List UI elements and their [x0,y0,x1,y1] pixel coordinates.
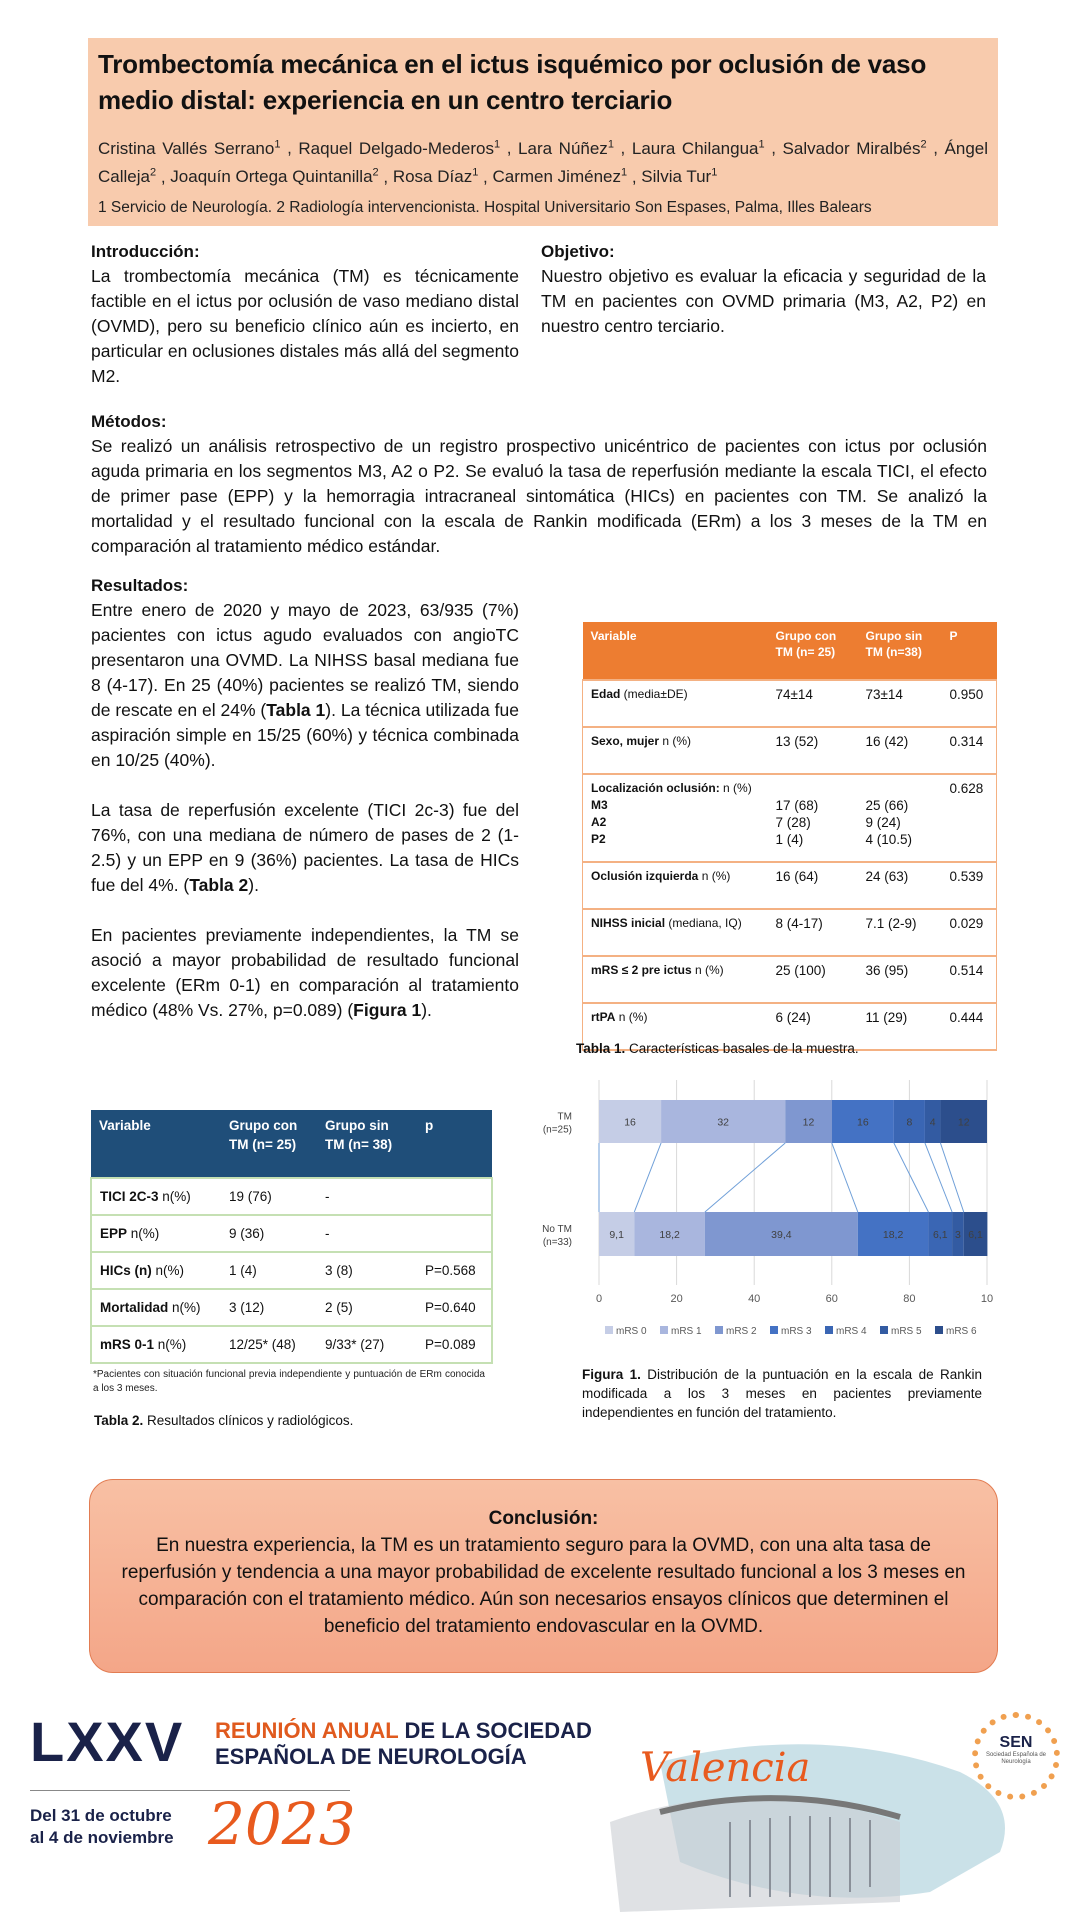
column-header: P [942,622,997,680]
svg-text:mRS 2: mRS 2 [726,1326,757,1337]
svg-text:12: 12 [957,1116,970,1129]
author: Laura Chilangua$^1$ [631,138,765,158]
column-header: p [417,1110,492,1178]
tabla-1-caracteristicas-basales [582,622,997,1051]
valencia-building-illustration [600,1712,1020,1920]
svg-text:40: 40 [748,1293,761,1305]
introduccion-text: La trombectomía mecánica (TM) es técnicamente factible en el ictus por oclusión de vaso mediano distal (OVMD), pero su beneficio clínico aún es incierto, en particular en oclusiones distales más allá del segmento M2. [91,266,520,386]
svg-text:12: 12 [802,1116,815,1129]
svg-text:mRS 3: mRS 3 [781,1326,812,1337]
svg-text:18,2: 18,2 [659,1229,680,1241]
svg-text:6,1: 6,1 [968,1229,983,1241]
author: Ángel Calleja$^2$ [98,138,989,187]
conclusion-box [89,1479,998,1673]
column-header: Variable [91,1110,221,1178]
table-row: HICs (n) n(%) 1 (4) 3 (8) P=0.568 [91,1252,492,1289]
svg-text:No TM: No TM [542,1224,572,1235]
column-header: Grupo sin TM (n= 38) [317,1110,417,1178]
section-introduccion [91,240,519,389]
tabla-2-resultados [90,1110,493,1364]
svg-text:mRS 1: mRS 1 [671,1326,702,1337]
congress-year: 2023 [208,1790,356,1858]
congress-dates: Del 31 de octubre al 4 de noviembre [30,1806,174,1847]
svg-text:0: 0 [595,1293,603,1305]
svg-text:mRS 4: mRS 4 [836,1326,867,1337]
table-row: mRS ≤ 2 pre ictus n (%) 25 (100) 36 (95) 0.514 [583,956,997,1003]
svg-text:8: 8 [906,1116,913,1129]
column-header: Variable [583,622,768,680]
table-row: Edad (media±DE) 74±14 73±14 0.950 [583,680,997,727]
table-row: rtPA n (%) 6 (24) 11 (29) 0.444 [583,1003,997,1050]
congress-city: Valencia [640,1745,811,1791]
author: Cristina Vallés Serrano$^1$ [98,138,281,158]
conclusion-text: En nuestra experiencia, la TM es un tratamiento seguro para la OVMD, con una alta tasa de reperfusión y tendencia a una mayor probabilidad de excelente resultado funcional a los 3 meses en comparación con el tratamiento médico. Aún son necesarios ensayos clínicos que determinen el beneficio del tratamiento endovascular en la OVMD. [121,1535,966,1637]
section-resultados [91,574,519,1023]
svg-text:mRS 5: mRS 5 [891,1326,922,1337]
sen-logo: SEN Sociedad Española de Neurología [972,1712,1060,1800]
svg-text:9,1: 9,1 [609,1229,624,1241]
table-row: Sexo, mujer n (%) 13 (52) 16 (42) 0.314 [583,727,997,774]
svg-text:80: 80 [903,1293,916,1305]
resultados-paragraph-1: Entre enero de 2020 y mayo de 2023, 63/935 (7%) pacientes con ictus agudo evaluados con angioTC presentaron una OVMD. La NIHSS basal mediana fue 8 (4-17). En 25 (40%) pacientes se realizó TM, siendo de rescate en el 24% (Tabla 1). La técnica utilizada fue aspiración simple en 15/25 (60%) y técnica combinada en 10/25 (40%). [91,600,519,770]
author: Rosa Díaz$^1$ [392,166,479,187]
author: Salvador Miralbés$^2$ [782,138,927,158]
table-row: NIHSS inicial (mediana, IQ) 8 (4-17) 7.1 (2-9) 0.029 [583,909,997,956]
tabla-1-caption: Tabla 1. Características basales de la muestra. [576,1041,859,1056]
author: Joaquín Ortega Quintanilla$^2$ [170,166,379,187]
table-row: TICI 2C-3 n(%) 19 (76) - [91,1178,492,1215]
author: Lara Núñez$^1$ [518,138,614,158]
column-header: Grupo con TM (n= 25) [221,1110,317,1178]
svg-text:3: 3 [954,1229,961,1241]
objetivo-heading: Objetivo: [541,242,615,261]
table-row: Oclusión izquierda n (%) 16 (64) 24 (63) 0.539 [583,862,997,909]
table-row: EPP n(%) 9 (36) - [91,1215,492,1252]
svg-text:mRS 6: mRS 6 [946,1326,977,1337]
tabla-2-footnote: *Pacientes con situación funcional previa independiente y puntuación de ERm conocida a los 3 meses. [93,1369,485,1394]
author: Carmen Jiménez$^1$ [492,166,628,187]
metodos-heading: Métodos: [91,412,167,431]
affiliations: 1 Servicio de Neurología. 2 Radiología intervencionista. Hospital Universitario Son Espases, Palma, Illes Balears [98,199,872,217]
author-list: Cristina Vallés Serrano$^1$ , Raquel Delgado-Mederos$^1$ , Lara Núñez$^1$ , Laura Chilangua$^1$ , Salvador Miralbés$^2$ , Ángel Calleja$^2$ , Joaquín Ortega Quintanilla$^2$ , Rosa Díaz$^1$ , Carmen Jiménez$^1$ , Silvia Tur$^1$ [98,138,989,187]
column-header: Grupo sin TM (n=38) [858,622,942,680]
metodos-text: Se realizó un análisis retrospectivo de un registro prospectivo unicéntrico de pacientes con ictus por oclusión aguda primaria en los segmentos M3, A2 o P2. Se evaluó la tasa de reperfusión mediante la escala TICI, el efecto de primer pase (EPP) y la hemorragia intracraneal sintomática (HICs) en pacientes con TM. Se analizó la mortalidad y el resultado funcional con la escala de Rankin modificada (ERm) a los 3 meses de la TM en comparación al tratamiento médico estándar. [91,436,987,556]
resultados-paragraph-3: En pacientes previamente independientes, la TM se asoció a mayor probabilidad de resultado funcional excelente (ERm 0-1) en comparación al tratamiento médico (48% Vs. 27%, p=0.089) (Figura 1). [91,925,519,1020]
section-objetivo [541,240,986,339]
author: Silvia Tur$^1$ [641,166,718,187]
svg-text:(n=25): (n=25) [542,1124,572,1136]
svg-text:18,2: 18,2 [882,1229,904,1241]
svg-text:16: 16 [856,1116,869,1129]
tabla-2-caption: Tabla 2. Resultados clínicos y radiológicos. [94,1413,354,1428]
resultados-heading: Resultados: [91,576,189,595]
table-header-row [583,622,997,680]
congress-name: REUNIÓN ANUAL DE LA SOCIEDAD ESPAÑOLA DE NEUROLOGÍA [215,1718,592,1769]
figura-1-stacked-bar-chart [530,1080,1000,1350]
svg-text:39,4: 39,4 [771,1229,792,1241]
table-header-row [91,1110,492,1178]
poster-title: Trombectomía mecánica en el ictus isquémico por oclusión de vaso medio distal: experiencia en un centro terciario [98,49,927,115]
svg-text:6,1: 6,1 [932,1229,948,1241]
svg-text:32: 32 [717,1116,730,1129]
svg-text:60: 60 [825,1293,838,1305]
table-row: Mortalidad n(%) 3 (12) 2 (5) P=0.640 [91,1289,492,1326]
section-metodos [91,410,987,559]
svg-text:(n=33): (n=33) [542,1237,572,1248]
author: Raquel Delgado-Mederos$^1$ [298,138,501,158]
congress-edition: LXXV [30,1710,185,1773]
column-header: Grupo con TM (n= 25) [768,622,858,680]
svg-text:mRS 0: mRS 0 [616,1326,647,1337]
table-row: Localización oclusión: n (%) M3 A2 P2 17 (68) 7 (28) 1 (4) 25 (66) 9 (24) 4 (10.5) 0.628 [583,774,997,862]
svg-text:TM: TM [557,1111,572,1123]
figura-1-caption: Figura 1. Distribución de la puntuación en la escala de Rankin modificada a los 3 meses en pacientes previamente independientes en función del tratamiento. [582,1367,982,1420]
svg-text:4: 4 [929,1116,936,1129]
introduccion-heading: Introducción: [91,242,200,261]
svg-text:20: 20 [670,1293,683,1305]
svg-text:16: 16 [624,1116,636,1129]
conclusion-heading: Conclusión: [488,1508,599,1529]
resultados-paragraph-2: La tasa de reperfusión excelente (TICI 2c-3) fue del 76%, con una mediana de número de pases de 2 (1-2.5) y un EPP en 9 (36%) pacientes. La tasa de HICs fue del 4%. (Tabla 2). [91,800,519,895]
svg-text:10: 10 [980,1293,994,1305]
objetivo-text: Nuestro objetivo es evaluar la eficacia y seguridad de la TM en pacientes con OVMD primaria (M3, A2, P2) en nuestro centro terciario. [541,266,986,336]
table-row: mRS 0-1 n(%) 12/25* (48) 9/33* (27) P=0.089 [91,1326,492,1363]
poster-header [88,38,998,226]
